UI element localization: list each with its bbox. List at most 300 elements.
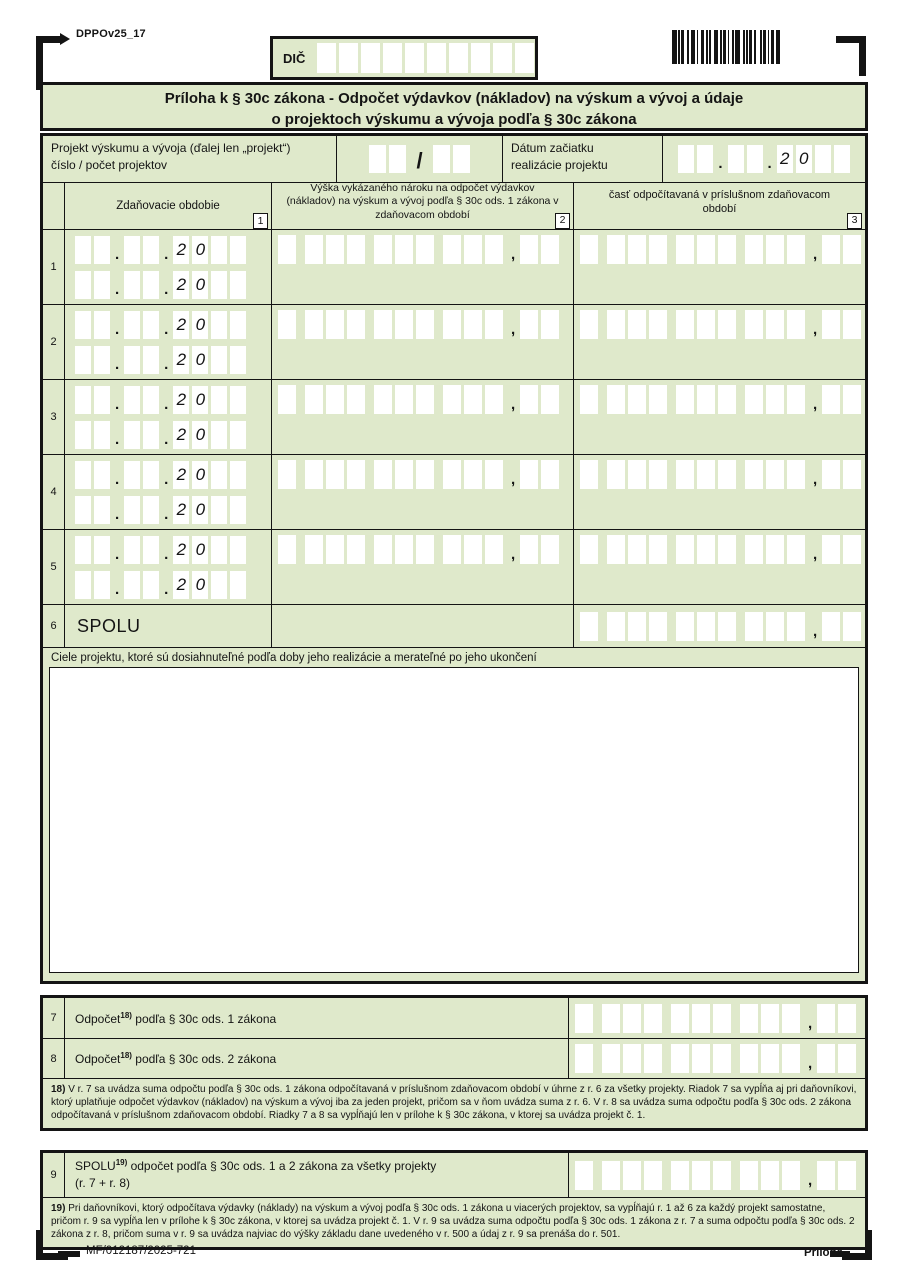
digit-cell[interactable] [692,1044,710,1073]
digit-cell[interactable] [124,571,140,599]
digit-cell[interactable] [230,421,246,449]
digit-cell[interactable] [740,1044,758,1073]
digit-cell[interactable] [485,310,503,339]
digit-cell[interactable] [607,535,625,564]
digit-cell[interactable] [822,460,840,489]
comb-separator: . [164,431,169,448]
digit-cell[interactable] [485,460,503,489]
digit-cell[interactable] [692,1161,710,1190]
digit-cell[interactable] [326,385,344,414]
digit-cell[interactable] [766,535,784,564]
deduction-summary-block [40,995,868,1131]
digit-cell[interactable] [692,1004,710,1033]
digit-cell[interactable] [718,235,736,264]
claim-amount-cell [272,305,574,379]
digit-cell[interactable] [94,236,110,264]
digit-cell[interactable] [697,310,715,339]
digit-cell[interactable] [211,496,227,524]
digit-cell[interactable] [326,235,344,264]
digit-cell[interactable] [471,43,490,73]
digit-cell[interactable] [124,311,140,339]
period-to-date-input[interactable] [75,496,271,524]
digit-cell[interactable] [143,236,159,264]
digit-cell[interactable] [671,1161,689,1190]
digit-cell[interactable] [230,386,246,414]
digit-cell[interactable] [211,311,227,339]
period-from-date-input[interactable] [75,461,271,489]
digit-cell[interactable] [143,536,159,564]
digit-cell[interactable] [718,612,736,641]
digit-cell[interactable] [575,1044,593,1073]
digit-cell[interactable] [745,460,763,489]
digit-cell[interactable] [787,535,805,564]
footnote-18-text: V r. 7 sa uvádza suma odpočtu podľa § 30c ods. 1 zákona odpočítavaná v príslušnom zdaňovacom období v úhrne z r. 6 za všetky projekty. Riadok 7 sa vypĺňa aj pri daňovníkovi, ktorý uplatňuje odpočet výdavkov (nákladov) na výskum a vývoj iba za jeden projekt, pričom sa v ňom uvádza suma z r. 6. V r. 8 sa uvádza suma odpočtu podľa § 30c ods. 2 zákona odpočítavaná v príslušnom zdaňovacom období. Riadky 7 a 8 sa vypĺňajú len v prílohe k § 30c zákona, v ktorej sa uvádza projekt č. 1. [51,1084,857,1122]
digit-cell[interactable] [602,1004,620,1033]
digit-cell[interactable] [211,236,227,264]
digit-cell[interactable] [211,421,227,449]
digit-cell[interactable] [305,385,323,414]
digit-cell[interactable] [766,612,784,641]
digit-cell[interactable] [143,386,159,414]
digit-cell[interactable] [628,460,646,489]
digit-cell[interactable] [94,386,110,414]
digit-cell[interactable] [520,310,538,339]
digit-cell[interactable] [718,460,736,489]
digit-cell[interactable] [374,385,392,414]
digit-cell[interactable] [305,310,323,339]
project-number-input[interactable] [369,145,469,173]
digit-cell[interactable] [230,571,246,599]
digit-cell[interactable] [230,271,246,299]
digit-cell[interactable] [782,1161,800,1190]
digit-cell[interactable] [822,612,840,641]
digit-cell[interactable] [453,145,470,173]
digit-cell[interactable] [427,43,446,73]
digit-cell[interactable] [449,43,468,73]
digit-cell[interactable] [761,1161,779,1190]
row-8-amount-input[interactable] [575,1044,856,1073]
digit-cell[interactable] [713,1044,731,1073]
digit-cell[interactable] [443,235,461,264]
digit-cell[interactable] [697,535,715,564]
digit-cell[interactable] [416,385,434,414]
digit-cell[interactable] [485,385,503,414]
digit-cell[interactable] [718,385,736,414]
digit-cell[interactable] [464,460,482,489]
year-prefix-digit: 2 [173,421,189,449]
digit-cell[interactable] [623,1004,641,1033]
digit-cell[interactable] [75,421,91,449]
digit-cell[interactable] [143,271,159,299]
digit-cell[interactable] [843,460,861,489]
digit-cell[interactable] [649,460,667,489]
digit-cell[interactable] [628,612,646,641]
digit-cell[interactable] [575,1004,593,1033]
claim-amount-input[interactable] [278,460,573,489]
digit-cell[interactable] [628,310,646,339]
footnote-19 [43,1197,865,1247]
digit-cell[interactable] [623,1044,641,1073]
digit-cell[interactable] [75,236,91,264]
digit-cell[interactable] [211,271,227,299]
row-9-amount-input[interactable] [575,1161,856,1190]
digit-cell[interactable] [649,235,667,264]
row-8-label-rest: podľa § 30c ods. 2 zákona [131,1052,277,1066]
digit-cell[interactable] [278,385,296,414]
digit-cell[interactable] [464,535,482,564]
digit-cell[interactable] [94,346,110,374]
project-start-date-label [503,136,663,182]
digit-cell[interactable] [838,1161,856,1190]
digit-cell[interactable] [676,310,694,339]
digit-cell[interactable] [374,235,392,264]
digit-cell[interactable] [143,311,159,339]
column-header-deducted-label: časť odpočítavaná v príslušnom zdaňovacom období [608,188,831,215]
digit-cell[interactable] [305,535,323,564]
digit-cell[interactable] [124,421,140,449]
digit-cell[interactable] [697,460,715,489]
digit-cell[interactable] [745,385,763,414]
digit-cell[interactable] [676,235,694,264]
digit-cell[interactable] [718,310,736,339]
digit-cell[interactable] [124,536,140,564]
date-label-line1: Dátum začiatku [511,141,594,155]
digit-cell[interactable] [713,1004,731,1033]
digit-cell[interactable] [580,235,598,264]
digit-cell[interactable] [718,535,736,564]
digit-cell[interactable] [416,535,434,564]
claim-amount-input[interactable] [278,235,573,264]
digit-cell[interactable] [211,461,227,489]
digit-cell[interactable] [520,235,538,264]
digit-cell[interactable] [211,386,227,414]
digit-cell[interactable] [94,571,110,599]
footnote-ref-18: 18) [120,1051,132,1060]
digit-cell[interactable] [464,310,482,339]
digit-cell[interactable] [94,271,110,299]
digit-cell[interactable] [740,1004,758,1033]
period-to-date-input[interactable] [75,571,271,599]
digit-cell[interactable] [339,43,358,73]
total-deducted-input[interactable] [580,612,861,641]
digit-cell[interactable] [676,535,694,564]
deducted-amount-input[interactable] [580,535,865,564]
digit-cell[interactable] [607,612,625,641]
digit-cell[interactable] [485,235,503,264]
digit-cell[interactable] [369,145,386,173]
digit-cell[interactable] [361,43,380,73]
digit-cell[interactable] [580,460,598,489]
digit-cell[interactable] [230,346,246,374]
period-from-date-input[interactable] [75,386,271,414]
digit-cell[interactable] [787,612,805,641]
digit-cell[interactable] [75,571,91,599]
digit-cell[interactable] [782,1004,800,1033]
digit-cell[interactable] [347,385,365,414]
digit-cell[interactable] [124,461,140,489]
digit-cell[interactable] [485,535,503,564]
digit-cell[interactable] [787,385,805,414]
deducted-amount-input[interactable] [580,310,865,339]
digit-cell[interactable] [94,421,110,449]
digit-cell[interactable] [580,310,598,339]
digit-cell[interactable] [124,386,140,414]
digit-cell[interactable] [230,311,246,339]
digit-cell[interactable] [305,460,323,489]
table-row-6-total [43,604,865,647]
digit-cell[interactable] [520,535,538,564]
digit-cell[interactable] [317,43,336,73]
digit-cell[interactable] [761,1004,779,1033]
digit-cell[interactable] [676,612,694,641]
year-prefix-digit: 0 [192,346,208,374]
project-start-date-input[interactable] [678,145,849,173]
digit-cell[interactable] [493,43,512,73]
digit-cell[interactable] [817,1044,835,1073]
digit-cell[interactable] [230,236,246,264]
digit-cell[interactable] [817,1004,835,1033]
digit-cell[interactable] [822,535,840,564]
digit-cell[interactable] [75,311,91,339]
digit-cell[interactable] [628,235,646,264]
barcode-bar [780,30,782,64]
digit-cell[interactable] [761,1044,779,1073]
digit-cell[interactable] [671,1004,689,1033]
period-to-date-input[interactable] [75,271,271,299]
digit-cell[interactable] [75,271,91,299]
digit-cell[interactable] [75,536,91,564]
period-from-date-input[interactable] [75,236,271,264]
digit-cell[interactable] [843,235,861,264]
digit-cell[interactable] [541,535,559,564]
row-number: 4 [43,455,65,529]
digit-cell[interactable] [782,1044,800,1073]
digit-cell[interactable] [602,1044,620,1073]
digit-cell[interactable] [94,536,110,564]
digit-cell[interactable] [843,612,861,641]
digit-cell[interactable] [745,535,763,564]
digit-cell[interactable] [433,145,450,173]
digit-cell[interactable] [230,496,246,524]
digit-cell[interactable] [230,536,246,564]
digit-cell[interactable] [383,43,402,73]
digit-cell[interactable] [815,145,831,173]
digit-cell[interactable] [326,310,344,339]
digit-cell[interactable] [697,385,715,414]
digit-cell[interactable] [75,496,91,524]
digit-cell[interactable] [745,310,763,339]
digit-cell[interactable] [623,1161,641,1190]
digit-cell[interactable] [740,1161,758,1190]
claim-amount-input[interactable] [278,385,573,414]
digit-cell[interactable] [75,386,91,414]
digit-cell[interactable] [443,535,461,564]
digit-cell[interactable] [94,461,110,489]
digit-cell[interactable] [541,460,559,489]
digit-cell[interactable] [374,310,392,339]
digit-cell[interactable] [580,612,598,641]
period-to-date-input[interactable] [75,421,271,449]
deducted-amount-cell [574,305,865,379]
digit-cell[interactable] [676,385,694,414]
column-header-period-label: Zdaňovacie obdobie [116,200,220,212]
digit-cell[interactable] [416,310,434,339]
digit-cell[interactable] [649,612,667,641]
digit-cell[interactable] [817,1161,835,1190]
digit-cell[interactable] [822,310,840,339]
digit-cell[interactable] [766,310,784,339]
digit-cell[interactable] [607,460,625,489]
footnote-18 [43,1078,865,1128]
digit-cell[interactable] [607,310,625,339]
digit-cell[interactable] [347,535,365,564]
digit-cell[interactable] [374,460,392,489]
claim-amount-input[interactable] [278,310,573,339]
digit-cell[interactable] [843,535,861,564]
digit-cell[interactable] [347,310,365,339]
digit-cell[interactable] [787,460,805,489]
digit-cell[interactable] [843,385,861,414]
period-from-date-input[interactable] [75,311,271,339]
digit-cell[interactable] [728,145,744,173]
digit-cell[interactable] [787,310,805,339]
digit-cell[interactable] [822,235,840,264]
digit-cell[interactable] [211,346,227,374]
digit-cell[interactable] [678,145,694,173]
digit-cell[interactable] [230,461,246,489]
digit-cell[interactable] [644,1161,662,1190]
digit-cell[interactable] [211,536,227,564]
digit-cell[interactable] [649,310,667,339]
digit-cell[interactable] [747,145,763,173]
digit-cell[interactable] [416,460,434,489]
column-number-1: 1 [253,213,268,229]
digit-cell[interactable] [649,535,667,564]
digit-cell[interactable] [143,461,159,489]
digit-cell[interactable] [443,460,461,489]
digit-cell[interactable] [628,535,646,564]
digit-cell[interactable] [602,1161,620,1190]
digit-cell[interactable] [124,346,140,374]
digit-cell[interactable] [671,1044,689,1073]
digit-cell[interactable] [278,460,296,489]
digit-cell[interactable] [649,385,667,414]
digit-cell[interactable] [124,236,140,264]
digit-cell[interactable] [575,1161,593,1190]
digit-cell[interactable] [211,571,227,599]
project-label [43,136,337,182]
digit-cell[interactable] [395,310,413,339]
digit-cell[interactable] [541,310,559,339]
digit-cell[interactable] [838,1004,856,1033]
digit-cell[interactable] [143,421,159,449]
digit-cell[interactable] [416,235,434,264]
deducted-amount-input[interactable] [580,235,865,264]
digit-cell[interactable] [607,385,625,414]
digit-cell[interactable] [278,310,296,339]
digit-cell[interactable] [395,460,413,489]
digit-cell[interactable] [644,1044,662,1073]
digit-cell[interactable] [580,535,598,564]
digit-cell[interactable] [787,235,805,264]
digit-cell[interactable] [395,535,413,564]
digit-cell[interactable] [75,346,91,374]
digit-cell[interactable] [644,1004,662,1033]
claim-amount-input[interactable] [278,535,573,564]
goals-textarea[interactable] [49,667,859,973]
dic-input[interactable] [317,43,534,73]
digit-cell[interactable] [541,385,559,414]
digit-cell[interactable] [389,145,406,173]
digit-cell[interactable] [766,460,784,489]
digit-cell[interactable] [278,235,296,264]
digit-cell[interactable] [464,235,482,264]
digit-cell[interactable] [766,235,784,264]
digit-cell[interactable] [541,235,559,264]
digit-cell[interactable] [443,385,461,414]
digit-cell[interactable] [838,1044,856,1073]
digit-cell[interactable] [405,43,424,73]
period-from-date-input[interactable] [75,536,271,564]
digit-cell[interactable] [75,461,91,489]
row-7-amount-input[interactable] [575,1004,856,1033]
digit-cell[interactable] [443,310,461,339]
deducted-amount-input[interactable] [580,460,865,489]
digit-cell[interactable] [395,385,413,414]
digit-cell[interactable] [326,535,344,564]
digit-cell[interactable] [697,145,713,173]
digit-cell[interactable] [347,235,365,264]
period-to-date-input[interactable] [75,346,271,374]
digit-cell[interactable] [676,460,694,489]
digit-cell[interactable] [745,612,763,641]
digit-cell[interactable] [580,385,598,414]
digit-cell[interactable] [822,385,840,414]
digit-cell[interactable] [278,535,296,564]
total-deducted-cell [574,605,865,647]
digit-cell[interactable] [143,496,159,524]
form-title [40,82,868,131]
digit-cell[interactable] [713,1161,731,1190]
digit-cell[interactable] [520,460,538,489]
deducted-amount-input[interactable] [580,385,865,414]
digit-cell[interactable] [94,311,110,339]
digit-cell[interactable] [834,145,850,173]
digit-cell[interactable] [697,235,715,264]
comb-separator: . [115,281,120,298]
digit-cell[interactable] [766,385,784,414]
digit-cell[interactable] [124,271,140,299]
digit-cell[interactable] [515,43,534,73]
digit-cell[interactable] [143,571,159,599]
digit-cell[interactable] [697,612,715,641]
digit-cell[interactable] [628,385,646,414]
digit-cell[interactable] [347,460,365,489]
digit-cell[interactable] [305,235,323,264]
digit-cell[interactable] [326,460,344,489]
digit-cell[interactable] [94,496,110,524]
digit-cell[interactable] [745,235,763,264]
digit-cell[interactable] [520,385,538,414]
digit-cell[interactable] [143,346,159,374]
digit-cell[interactable] [607,235,625,264]
digit-cell[interactable] [374,535,392,564]
digit-cell[interactable] [843,310,861,339]
digit-cell[interactable] [464,385,482,414]
digit-cell[interactable] [395,235,413,264]
footnote-19-prefix: 19) [51,1203,66,1214]
digit-cell[interactable] [124,496,140,524]
